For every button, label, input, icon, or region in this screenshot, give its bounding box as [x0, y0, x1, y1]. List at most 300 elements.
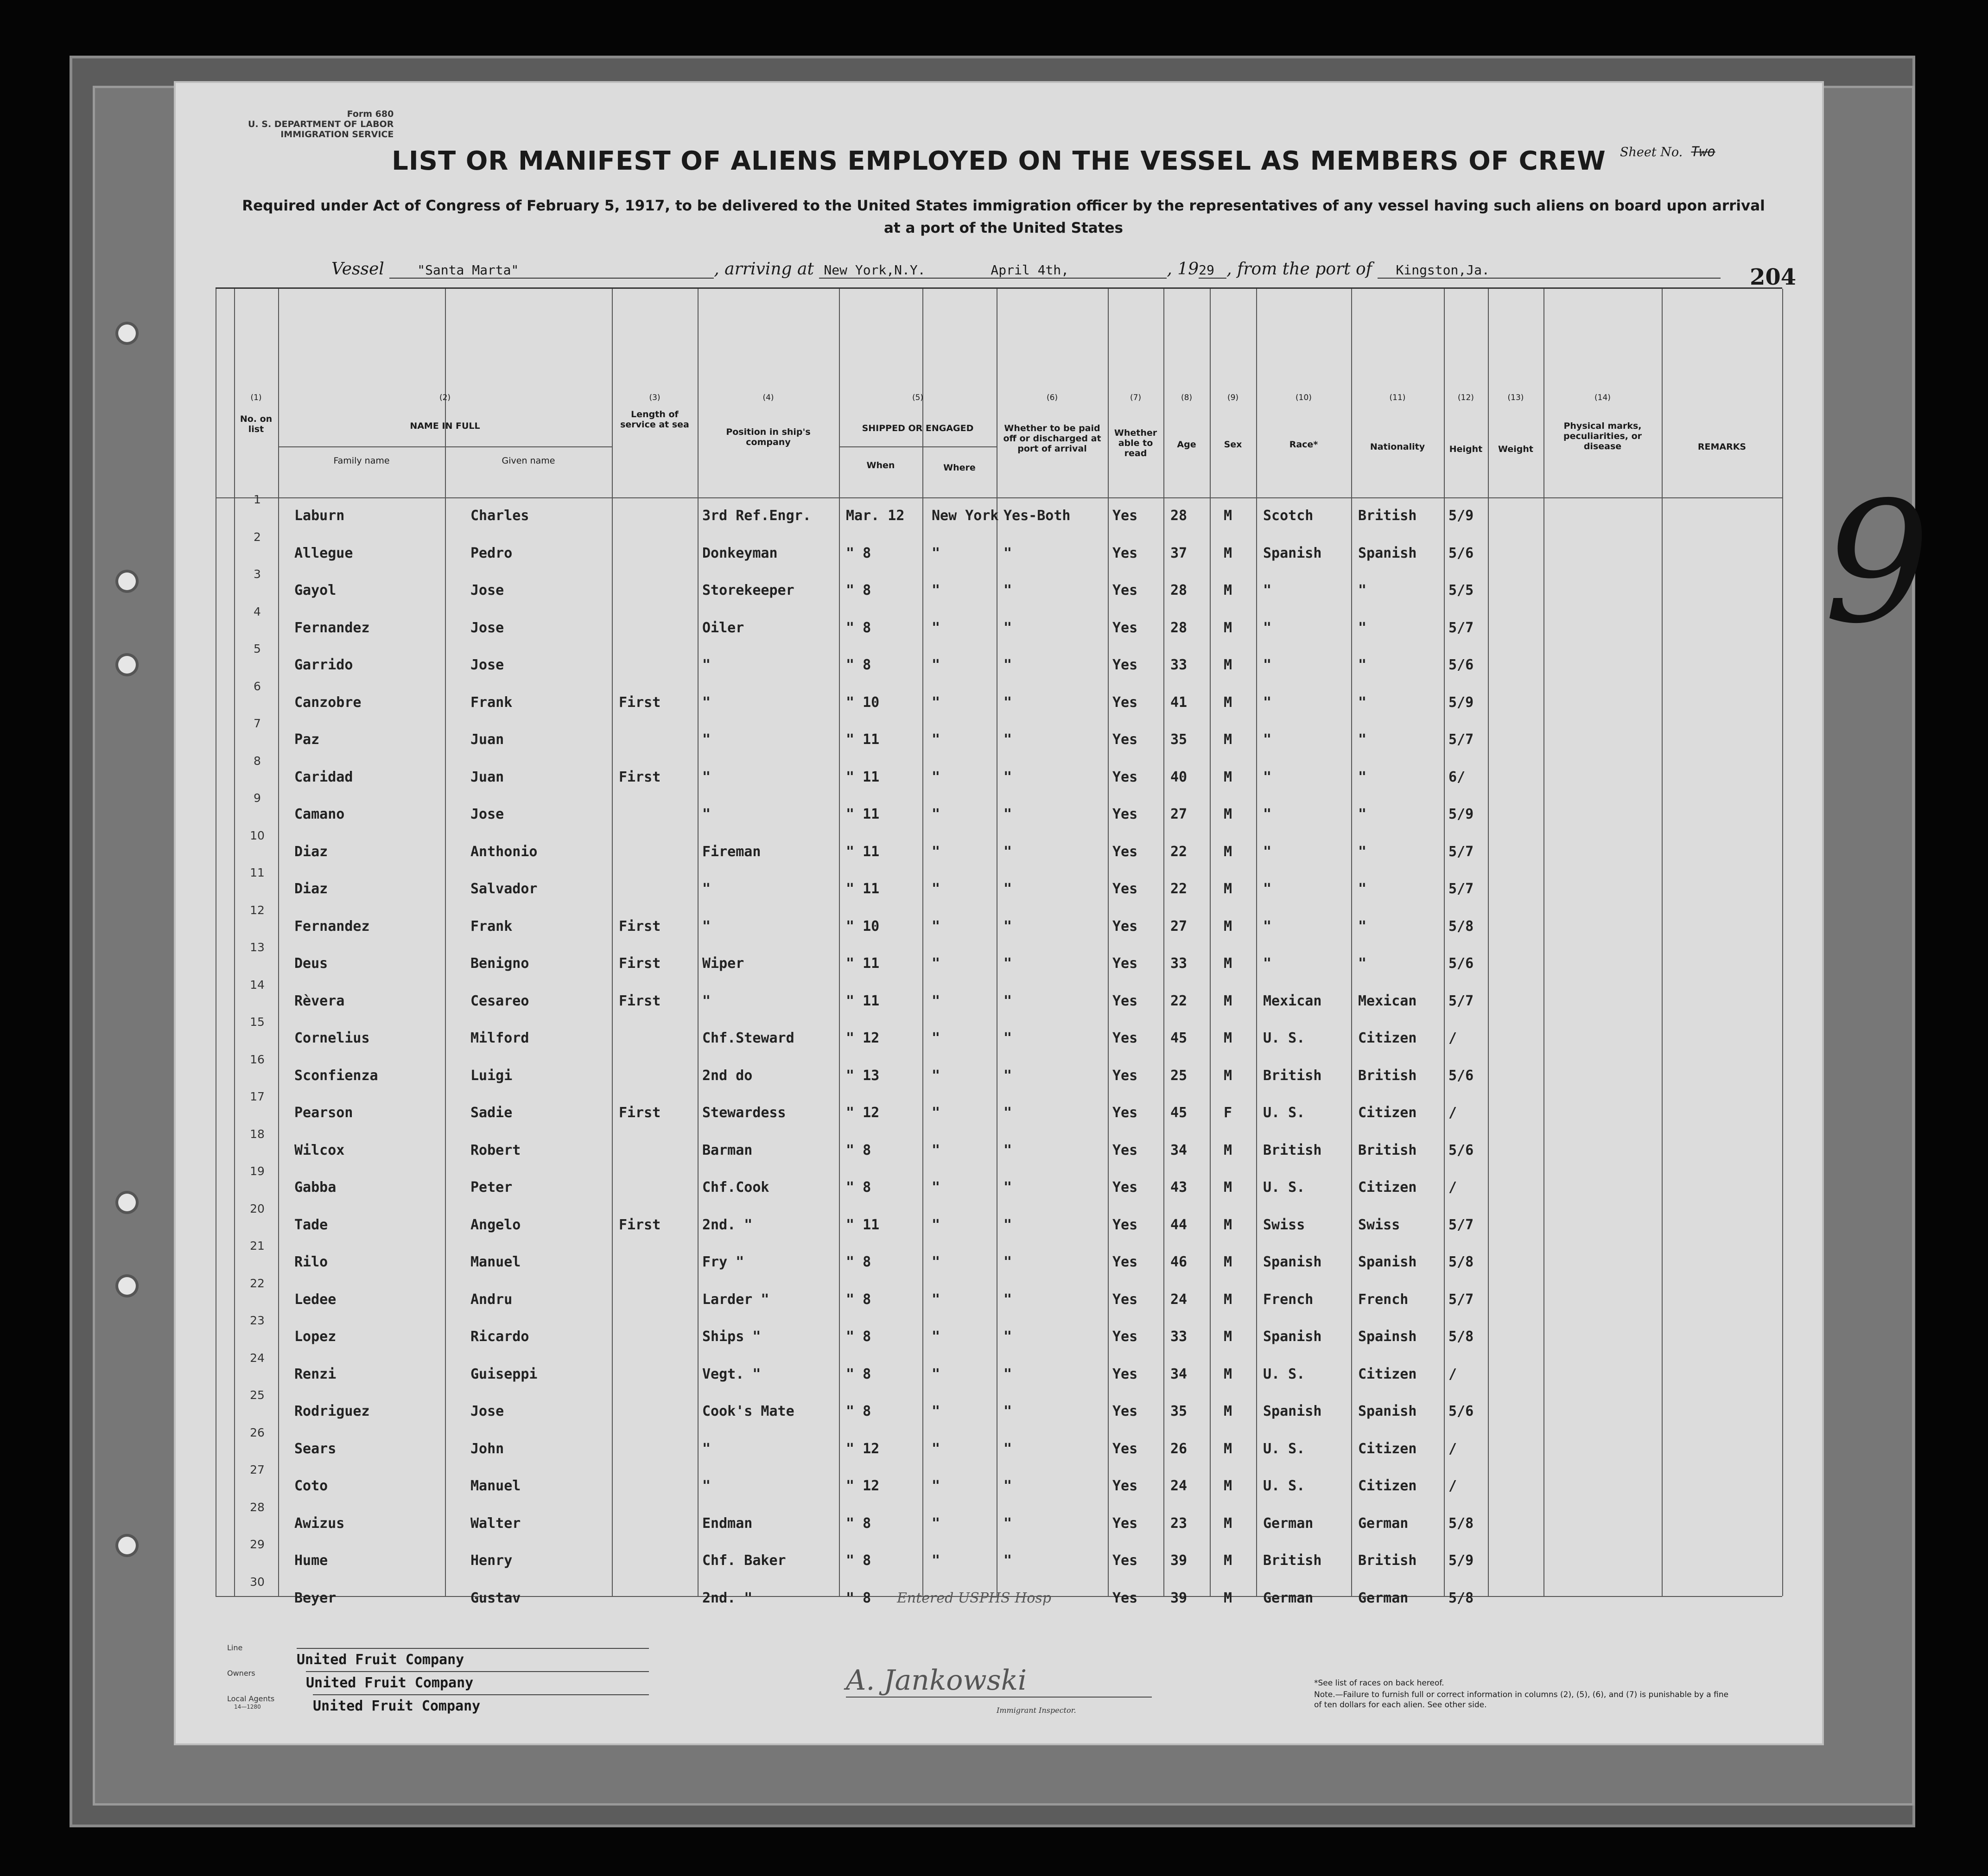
height-cell: 5/6: [1448, 1142, 1474, 1158]
row-number: 9: [254, 791, 261, 805]
given-name-cell: Luigi: [470, 1067, 513, 1084]
col-num-4: (4): [762, 393, 774, 402]
height-cell: 5/6: [1448, 1067, 1474, 1084]
nationality-cell: Citizen: [1358, 1179, 1417, 1196]
paid-off-cell: ": [1004, 843, 1012, 860]
read-cell: Yes: [1112, 1515, 1138, 1532]
nationality-cell: Citizen: [1358, 1105, 1417, 1121]
family-name-cell: Allegue: [294, 545, 353, 561]
given-name-cell: Salvador: [470, 881, 538, 897]
col-num-7: (7): [1130, 393, 1142, 402]
sex-cell: M: [1224, 769, 1232, 785]
height-cell: 5/5: [1448, 582, 1474, 598]
row-number: 19: [250, 1164, 265, 1178]
height-cell: 5/6: [1448, 545, 1474, 561]
race-cell: Spanish: [1263, 1403, 1322, 1419]
sex-cell: M: [1224, 619, 1232, 636]
sex-cell: M: [1224, 955, 1232, 972]
where-cell: ": [932, 843, 940, 860]
where-cell: ": [932, 1329, 940, 1345]
col-num-1: (1): [250, 393, 262, 402]
sex-cell: M: [1224, 657, 1232, 673]
paid-off-cell: ": [1004, 1478, 1012, 1494]
sex-cell: M: [1224, 881, 1232, 897]
race-cell: Spanish: [1263, 1254, 1322, 1270]
sex-cell: M: [1224, 806, 1232, 822]
page-subtitle: Required under Act of Congress of February 5, 1917, to be delivered to the United States immigration officer by the representatives of any vessel having such aliens on board upon arrival at a port of the United States: [242, 197, 1765, 236]
sex-cell: M: [1224, 731, 1232, 748]
form-number: Form 680: [347, 109, 394, 119]
col-num-11: (11): [1389, 393, 1406, 402]
race-cell: Spanish: [1263, 545, 1322, 561]
family-name-cell: Ledee: [294, 1291, 337, 1308]
race-cell: ": [1263, 769, 1272, 785]
height-cell: /: [1448, 1366, 1457, 1382]
read-cell: Yes: [1112, 806, 1138, 822]
row-number: 11: [250, 866, 265, 879]
where-cell: ": [932, 619, 940, 636]
family-name-cell: Awizus: [294, 1515, 345, 1532]
height-cell: 5/7: [1448, 992, 1474, 1009]
age-cell: 40: [1170, 769, 1188, 785]
position-cell: ": [702, 694, 711, 711]
family-name-cell: Caridad: [294, 769, 353, 785]
when-cell: " 8: [846, 1254, 871, 1270]
family-name-cell: Fernandez: [294, 619, 370, 636]
where-cell: ": [932, 1291, 940, 1308]
row-number: 26: [250, 1425, 265, 1439]
sex-cell: M: [1224, 918, 1232, 935]
nationality-cell: British: [1358, 508, 1417, 524]
header-read: Whether able to read: [1114, 428, 1157, 458]
header-shipped: SHIPPED OR ENGAGED: [862, 423, 974, 433]
given-name-cell: Pedro: [470, 545, 513, 561]
col-num-13: (13): [1507, 393, 1524, 402]
nationality-cell: Spainsh: [1358, 1329, 1417, 1345]
age-cell: 27: [1170, 918, 1188, 935]
paid-off-cell: ": [1004, 619, 1012, 636]
where-cell: ": [932, 731, 940, 748]
given-name-cell: Jose: [470, 1403, 504, 1419]
given-name-cell: Frank: [470, 694, 513, 711]
race-cell: British: [1263, 1067, 1322, 1084]
given-name-cell: Frank: [470, 918, 513, 935]
vessel-name: "Santa Marta": [389, 262, 714, 279]
read-cell: Yes: [1112, 1105, 1138, 1121]
race-cell: ": [1263, 582, 1272, 598]
given-name-cell: Sadie: [470, 1105, 513, 1121]
position-cell: ": [702, 918, 711, 935]
when-cell: " 12: [846, 1105, 880, 1121]
nationality-cell: Spanish: [1358, 1403, 1417, 1419]
nationality-cell: ": [1358, 657, 1367, 673]
binder-hole: [118, 1537, 136, 1554]
read-cell: Yes: [1112, 619, 1138, 636]
race-cell: French: [1263, 1291, 1314, 1308]
sex-cell: M: [1224, 1366, 1232, 1382]
header-where: Where: [943, 463, 976, 473]
col-num-12: (12): [1458, 393, 1474, 402]
crew-table: [216, 287, 1782, 1606]
row-number: 25: [250, 1388, 265, 1402]
age-cell: 28: [1170, 508, 1188, 524]
arriving-label: , arriving at: [714, 260, 814, 279]
race-cell: U. S.: [1263, 1030, 1305, 1046]
given-name-cell: Guiseppi: [470, 1366, 538, 1382]
age-cell: 39: [1170, 1590, 1188, 1606]
position-cell: Wiper: [702, 955, 744, 972]
inspector-label: Immigrant Inspector.: [997, 1706, 1076, 1715]
height-cell: 5/9: [1448, 508, 1474, 524]
sheet-label: Sheet No.: [1620, 145, 1683, 159]
height-cell: 5/7: [1448, 1216, 1474, 1233]
paid-off-cell: ": [1004, 1366, 1012, 1382]
height-cell: 5/9: [1448, 806, 1474, 822]
height-cell: 5/7: [1448, 881, 1474, 897]
race-cell: Mexican: [1263, 992, 1322, 1009]
sex-cell: M: [1224, 992, 1232, 1009]
row-number: 6: [254, 679, 261, 693]
height-cell: 5/8: [1448, 1590, 1474, 1606]
race-cell: ": [1263, 918, 1272, 935]
header-paid: Whether to be paid off or discharged at port of arrival: [1003, 423, 1101, 454]
binder-hole: [118, 1277, 136, 1295]
nationality-cell: British: [1358, 1067, 1417, 1084]
family-name-cell: Canzobre: [294, 694, 362, 711]
height-cell: 5/7: [1448, 619, 1474, 636]
when-cell: " 11: [846, 1216, 880, 1233]
position-cell: 3rd Ref.Engr.: [702, 508, 811, 524]
header-no: No. on list: [240, 414, 273, 434]
nationality-cell: Citizen: [1358, 1478, 1417, 1494]
race-cell: German: [1263, 1515, 1314, 1532]
position-cell: 2nd. ": [702, 1590, 753, 1606]
nationality-cell: Swiss: [1358, 1216, 1400, 1233]
where-cell: ": [932, 881, 940, 897]
given-name-cell: Jose: [470, 619, 504, 636]
read-cell: Yes: [1112, 1478, 1138, 1494]
read-cell: Yes: [1112, 1403, 1138, 1419]
where-cell: ": [932, 1440, 940, 1457]
sex-cell: M: [1224, 1067, 1232, 1084]
where-cell: New York: [932, 508, 999, 524]
where-cell: ": [932, 1366, 940, 1382]
age-cell: 44: [1170, 1216, 1188, 1233]
position-cell: ": [702, 992, 711, 1009]
service-cell: First: [619, 769, 661, 785]
height-cell: 6/: [1448, 769, 1466, 785]
row-number: 17: [250, 1090, 265, 1103]
position-cell: ": [702, 881, 711, 897]
when-cell: " 11: [846, 955, 880, 972]
service-cell: First: [619, 955, 661, 972]
sex-cell: M: [1224, 1291, 1232, 1308]
family-name-cell: Coto: [294, 1478, 328, 1494]
family-name-cell: Gabba: [294, 1179, 337, 1196]
paid-off-cell: ": [1004, 694, 1012, 711]
family-name-cell: Lopez: [294, 1329, 337, 1345]
position-cell: Donkeyman: [702, 545, 778, 561]
year-value: 29: [1199, 262, 1226, 279]
nationality-cell: ": [1358, 881, 1367, 897]
given-name-cell: Juan: [470, 769, 504, 785]
race-cell: Scotch: [1263, 508, 1314, 524]
race-cell: ": [1263, 881, 1272, 897]
age-cell: 46: [1170, 1254, 1188, 1270]
paid-off-cell: ": [1004, 806, 1012, 822]
given-name-cell: Anthonio: [470, 843, 538, 860]
position-cell: Vegt. ": [702, 1366, 761, 1382]
read-cell: Yes: [1112, 657, 1138, 673]
height-cell: 5/9: [1448, 1552, 1474, 1569]
position-cell: Chf. Baker: [702, 1552, 786, 1569]
position-cell: Larder ": [702, 1291, 769, 1308]
position-cell: Chf.Steward: [702, 1030, 794, 1046]
service-cell: First: [619, 992, 661, 1009]
when-cell: " 11: [846, 731, 880, 748]
age-cell: 35: [1170, 1403, 1188, 1419]
family-name-cell: Tade: [294, 1216, 328, 1233]
when-cell: " 13: [846, 1067, 880, 1084]
page-title: LIST OR MANIFEST OF ALIENS EMPLOYED ON THE VESSEL AS MEMBERS OF CREW: [392, 146, 1606, 176]
when-cell: " 12: [846, 1478, 880, 1494]
when-cell: " 11: [846, 843, 880, 860]
race-cell: ": [1263, 843, 1272, 860]
race-cell: U. S.: [1263, 1105, 1305, 1121]
when-cell: " 11: [846, 806, 880, 822]
nationality-cell: ": [1358, 619, 1367, 636]
family-name-cell: Rèvera: [294, 992, 345, 1009]
family-name-cell: Hume: [294, 1552, 328, 1569]
given-name-cell: John: [470, 1440, 504, 1457]
given-name-cell: Henry: [470, 1552, 513, 1569]
position-cell: Fireman: [702, 843, 761, 860]
col-num-3: (3): [649, 393, 661, 402]
age-cell: 41: [1170, 694, 1188, 711]
when-cell: " 8: [846, 1366, 871, 1382]
arriving-port: New York,N.Y.: [819, 262, 944, 279]
height-cell: 5/8: [1448, 918, 1474, 935]
col-num-5: (5): [912, 393, 924, 402]
family-name-cell: Sconfienza: [294, 1067, 378, 1084]
nationality-cell: British: [1358, 1552, 1417, 1569]
family-name-cell: Fernandez: [294, 918, 370, 935]
race-cell: British: [1263, 1552, 1322, 1569]
nationality-cell: ": [1358, 582, 1367, 598]
race-cell: U. S.: [1263, 1179, 1305, 1196]
given-name-cell: Ricardo: [470, 1329, 529, 1345]
age-cell: 37: [1170, 545, 1188, 561]
paid-off-cell: ": [1004, 1329, 1012, 1345]
paid-off-cell: ": [1004, 1291, 1012, 1308]
service-cell: First: [619, 1216, 661, 1233]
position-cell: ": [702, 731, 711, 748]
races-note: *See list of races on back hereof.: [1314, 1679, 1444, 1688]
given-name-cell: Robert: [470, 1142, 521, 1158]
binder-hole: [118, 1194, 136, 1211]
nationality-cell: ": [1358, 769, 1367, 785]
age-cell: 34: [1170, 1366, 1188, 1382]
position-cell: ": [702, 769, 711, 785]
where-cell: ": [932, 1478, 940, 1494]
paid-off-cell: Yes-Both: [1004, 508, 1071, 524]
paid-off-cell: ": [1004, 1403, 1012, 1419]
family-name-cell: Diaz: [294, 843, 328, 860]
family-name-cell: Pearson: [294, 1105, 353, 1121]
sheet-value: Two: [1691, 144, 1715, 159]
where-cell: ": [932, 1067, 940, 1084]
department-name: U. S. DEPARTMENT OF LABOR: [248, 119, 394, 129]
sex-cell: M: [1224, 1440, 1232, 1457]
race-cell: ": [1263, 731, 1272, 748]
when-cell: " 12: [846, 1440, 880, 1457]
race-cell: ": [1263, 619, 1272, 636]
family-name-cell: Cornelius: [294, 1030, 370, 1046]
age-cell: 24: [1170, 1478, 1188, 1494]
age-cell: 33: [1170, 955, 1188, 972]
age-cell: 45: [1170, 1105, 1188, 1121]
paid-off-cell: ": [1004, 769, 1012, 785]
given-name-cell: Jose: [470, 657, 504, 673]
where-cell: ": [932, 955, 940, 972]
paid-off-cell: ": [1004, 1216, 1012, 1233]
nationality-cell: Citizen: [1358, 1366, 1417, 1382]
sex-cell: M: [1224, 582, 1232, 598]
position-cell: Fry ": [702, 1254, 744, 1270]
when-cell: " 8: [846, 1142, 871, 1158]
read-cell: Yes: [1112, 1142, 1138, 1158]
height-cell: 5/7: [1448, 731, 1474, 748]
line-value: United Fruit Company: [297, 1648, 649, 1668]
nationality-cell: British: [1358, 1142, 1417, 1158]
row-number: 21: [250, 1239, 265, 1253]
row-number: 16: [250, 1052, 265, 1066]
header-nationality: Nationality: [1370, 442, 1425, 452]
nationality-cell: Citizen: [1358, 1440, 1417, 1457]
row-number: 23: [250, 1314, 265, 1327]
page-number: 204: [1750, 264, 1797, 290]
position-cell: ": [702, 1478, 711, 1494]
age-cell: 28: [1170, 619, 1188, 636]
given-name-cell: Cesareo: [470, 992, 529, 1009]
where-cell: ": [932, 918, 940, 935]
age-cell: 43: [1170, 1179, 1188, 1196]
sex-cell: M: [1224, 1478, 1232, 1494]
row-number: 18: [250, 1127, 265, 1141]
row-number: 10: [250, 828, 265, 842]
header-remarks: REMARKS: [1697, 442, 1747, 452]
position-cell: Chf.Cook: [702, 1179, 769, 1196]
given-name-cell: Angelo: [470, 1216, 521, 1233]
from-label: , from the port of: [1226, 260, 1372, 279]
height-cell: 5/8: [1448, 1329, 1474, 1345]
row-number: 1: [254, 493, 261, 506]
row-number: 24: [250, 1351, 265, 1365]
paid-off-cell: ": [1004, 1067, 1012, 1084]
when-cell: Mar. 12: [846, 508, 905, 524]
sex-cell: M: [1224, 1216, 1232, 1233]
row-number: 13: [250, 941, 265, 954]
read-cell: Yes: [1112, 1366, 1138, 1382]
height-cell: /: [1448, 1179, 1457, 1196]
sex-cell: M: [1224, 508, 1232, 524]
race-cell: ": [1263, 955, 1272, 972]
read-cell: Yes: [1112, 955, 1138, 972]
height-cell: 5/8: [1448, 1515, 1474, 1532]
where-cell: ": [932, 1254, 940, 1270]
where-cell: ": [932, 1105, 940, 1121]
height-cell: /: [1448, 1030, 1457, 1046]
paid-off-cell: ": [1004, 731, 1012, 748]
where-cell: ": [932, 806, 940, 822]
row-number: 2: [254, 530, 261, 544]
read-cell: Yes: [1112, 545, 1138, 561]
where-cell: Entered USPHS Hosp: [897, 1590, 1051, 1606]
header-given: Given name: [502, 456, 555, 466]
family-name-cell: Paz: [294, 731, 320, 748]
position-cell: ": [702, 1440, 711, 1457]
sex-cell: M: [1224, 1254, 1232, 1270]
family-name-cell: Rilo: [294, 1254, 328, 1270]
inspector-signature: A. Jankowski: [846, 1664, 1152, 1698]
position-cell: ": [702, 806, 711, 822]
where-cell: ": [932, 1552, 940, 1569]
position-cell: 2nd. ": [702, 1216, 753, 1233]
read-cell: Yes: [1112, 582, 1138, 598]
row-number: 5: [254, 642, 261, 655]
given-name-cell: Peter: [470, 1179, 513, 1196]
col-num-2: (2): [439, 393, 451, 402]
sheet-number: [1620, 144, 1715, 159]
when-cell: " 8: [846, 1179, 871, 1196]
row-number: 7: [254, 717, 261, 730]
nationality-cell: ": [1358, 731, 1367, 748]
given-name-cell: Manuel: [470, 1478, 521, 1494]
height-cell: 5/6: [1448, 657, 1474, 673]
given-name-cell: Gustav: [470, 1590, 521, 1606]
when-cell: " 11: [846, 992, 880, 1009]
paid-off-cell: ": [1004, 918, 1012, 935]
row-number: 22: [250, 1276, 265, 1290]
where-cell: ": [932, 545, 940, 561]
service-cell: First: [619, 1105, 661, 1121]
age-cell: 23: [1170, 1515, 1188, 1532]
paid-off-cell: ": [1004, 1142, 1012, 1158]
read-cell: Yes: [1112, 1216, 1138, 1233]
race-cell: ": [1263, 806, 1272, 822]
when-cell: " 8: [846, 657, 871, 673]
read-cell: Yes: [1112, 1291, 1138, 1308]
header-weight: Weight: [1498, 444, 1533, 454]
read-cell: Yes: [1112, 1440, 1138, 1457]
read-cell: Yes: [1112, 731, 1138, 748]
year-label: , 19: [1167, 260, 1199, 279]
age-cell: 35: [1170, 731, 1188, 748]
position-cell: Cook's Mate: [702, 1403, 794, 1419]
col-num-6: (6): [1046, 393, 1058, 402]
sex-cell: M: [1224, 1590, 1232, 1606]
read-cell: Yes: [1112, 1067, 1138, 1084]
family-name-cell: Laburn: [294, 508, 345, 524]
paid-off-cell: ": [1004, 1515, 1012, 1532]
header-name: NAME IN FULL: [410, 421, 480, 431]
row-number: 20: [250, 1202, 265, 1215]
height-cell: 5/8: [1448, 1254, 1474, 1270]
age-cell: 28: [1170, 582, 1188, 598]
sex-cell: M: [1224, 1403, 1232, 1419]
col-num-10: (10): [1296, 393, 1312, 402]
form-header: [248, 109, 394, 140]
